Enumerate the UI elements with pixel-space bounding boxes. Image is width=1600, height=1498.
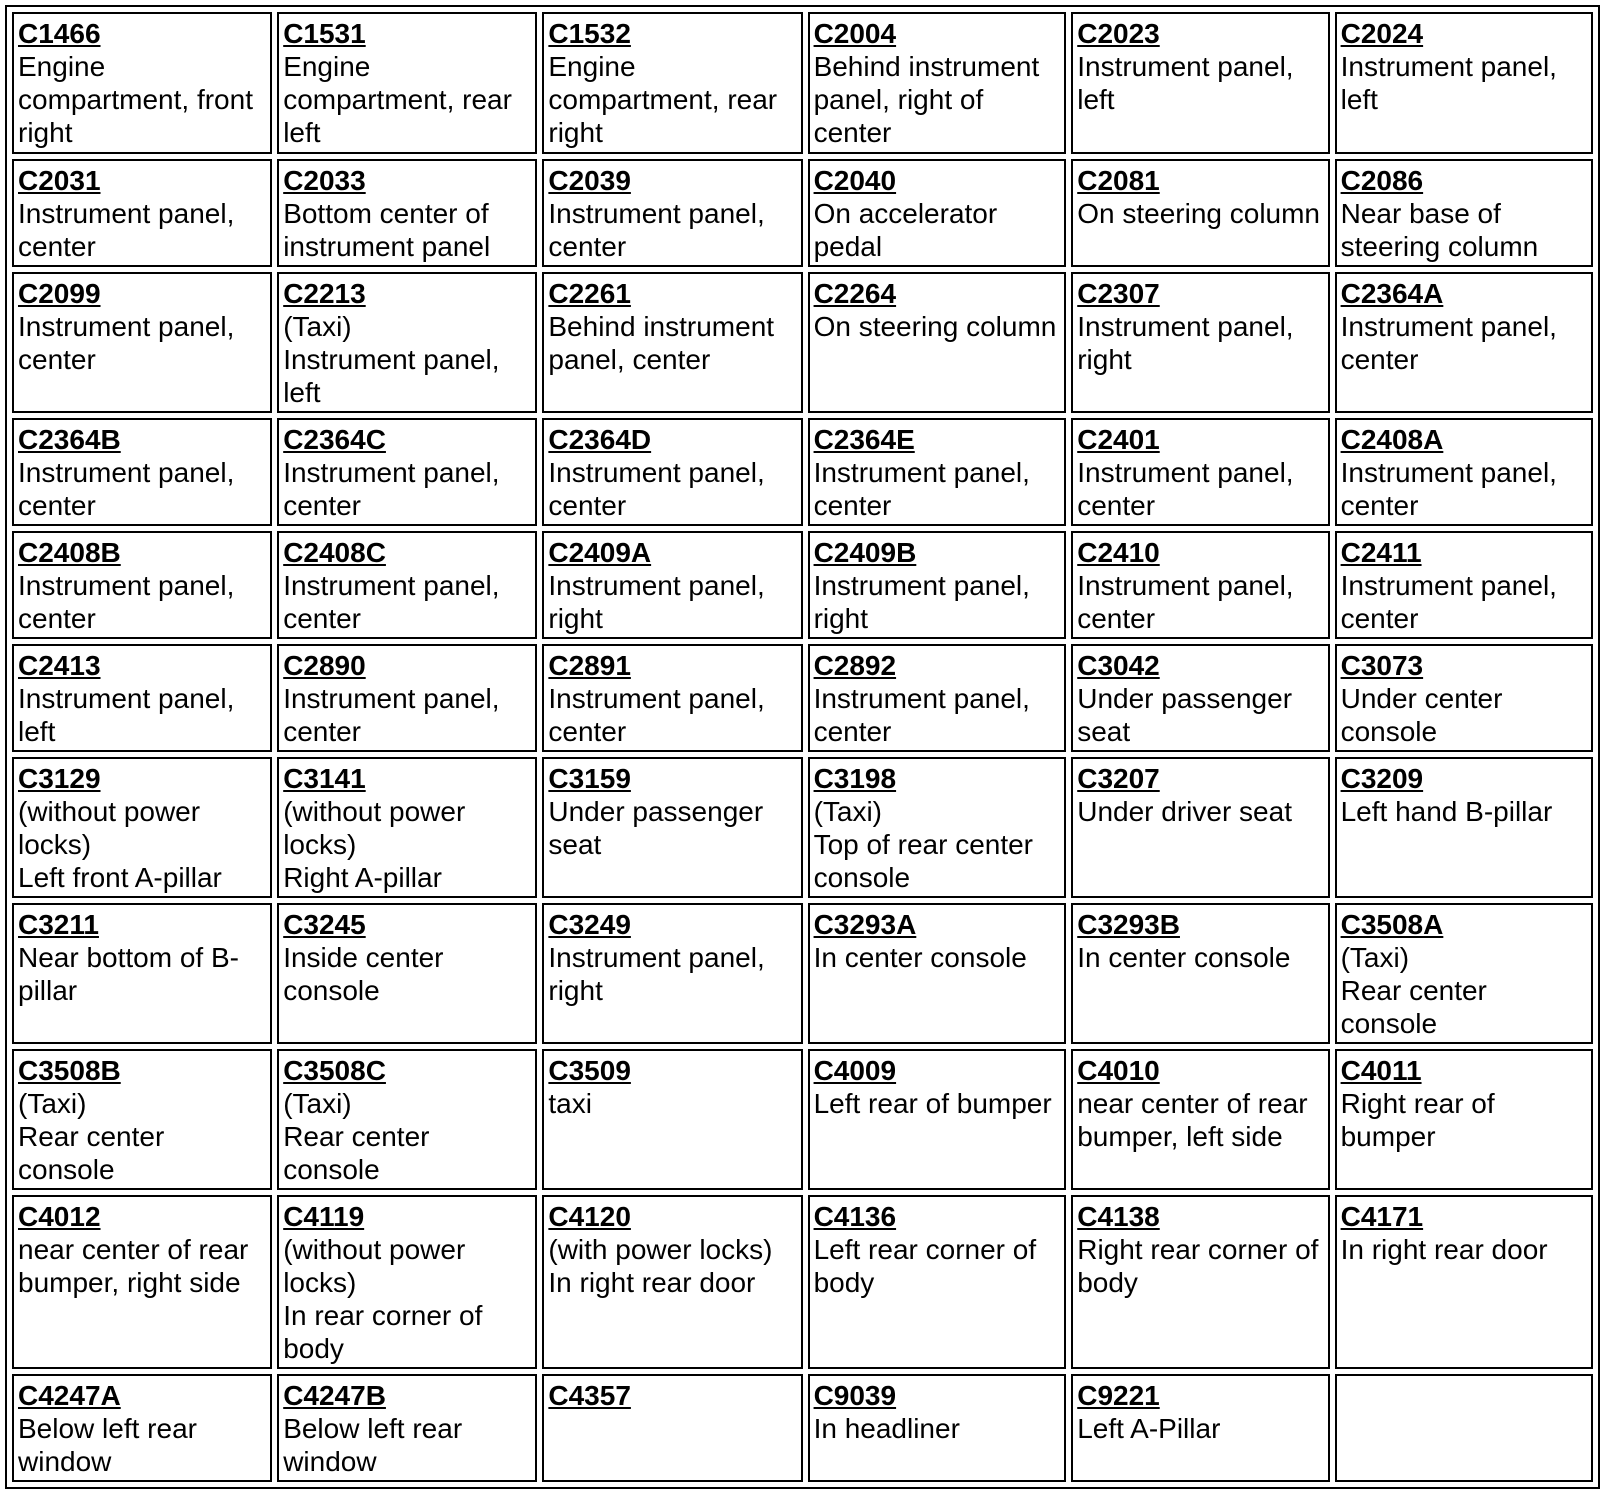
connector-code-link[interactable]: C2892 [813,650,897,681]
connector-code-link[interactable]: C1466 [18,18,101,49]
connector-cell [808,1195,1067,1369]
connector-cell [1071,1195,1329,1369]
connector-location-text: Instrument panel, right [548,942,765,1006]
connector-cell [1335,1049,1593,1190]
connector-location-text: (Taxi) Rear center console [1340,942,1487,1039]
connector-cell [1335,159,1593,267]
connector-cell [1071,757,1329,898]
table-row [12,418,1593,526]
connector-location-text: Under passenger seat [1077,683,1293,747]
connector-location-text: Below left rear window [283,1413,463,1477]
connector-code-link[interactable]: C3141 [283,763,366,794]
connector-code-link[interactable]: C2410 [1077,537,1160,568]
connector-code-link[interactable]: C3209 [1340,763,1424,794]
connector-code-link[interactable]: C2039 [548,165,631,196]
connector-location-text: Left rear of bumper [813,1088,1052,1119]
connector-location-text: Left A-Pillar [1077,1413,1221,1444]
connector-code-link[interactable]: C2408A [1340,424,1444,455]
table-row [12,903,1593,1044]
connector-cell [542,531,802,639]
connector-code-link[interactable]: C2099 [18,278,101,309]
connector-code-link[interactable]: C4012 [18,1201,101,1232]
connector-location-text: Engine compartment, rear right [548,51,778,148]
connector-code-link[interactable]: C3293A [813,909,917,940]
connector-cell [808,644,1067,752]
connector-location-text: Instrument panel, center [548,198,765,262]
table-row [12,1374,1593,1482]
connector-location-text: Instrument panel, center [18,198,235,262]
connector-code-link[interactable]: C2264 [813,278,897,309]
connector-code-link[interactable]: C3198 [813,763,897,794]
connector-location-text: Instrument panel, right [813,570,1030,634]
connector-cell [1071,1049,1329,1190]
connector-code-link[interactable]: C4171 [1340,1201,1424,1232]
connector-cell [12,12,272,154]
connector-code-link[interactable]: C3159 [548,763,631,794]
connector-cell [542,1049,802,1190]
connector-code-link[interactable]: C4138 [1077,1201,1160,1232]
connector-code-link[interactable]: C2024 [1340,18,1424,49]
connector-location-text: (Taxi) Instrument panel, left [283,311,500,408]
connector-location-text: Instrument panel, center [283,570,500,634]
connector-code-link[interactable]: C4247B [283,1380,386,1411]
connector-cell [808,757,1067,898]
connector-cell [542,418,802,526]
connector-code-link[interactable]: C2081 [1077,165,1160,196]
table-row [12,531,1593,639]
connector-cell [542,644,802,752]
connector-location-text: Instrument panel, center [813,457,1030,521]
connector-location-text: Instrument panel, center [283,683,500,747]
connector-cell [12,159,272,267]
connector-location-text: On steering column [1077,198,1321,229]
connector-cell [808,1374,1067,1482]
table-row [12,1049,1593,1190]
connector-location-text: Instrument panel, right [548,570,765,634]
connector-cell [1335,272,1593,413]
connector-code-link[interactable]: C4247A [18,1380,121,1411]
connector-code-link[interactable]: C2033 [283,165,366,196]
connector-code-link[interactable]: C4357 [548,1380,631,1411]
connector-code-link[interactable]: C2891 [548,650,631,681]
connector-cell [542,12,802,154]
connector-cell [277,159,537,267]
connector-location-text: Instrument panel, center [548,683,765,747]
connector-location-text: Below left rear window [18,1413,197,1477]
connector-cell [808,903,1067,1044]
connector-location-text: Bottom center of instrument panel [283,198,491,262]
connector-code-link[interactable]: C3249 [548,909,631,940]
connector-cell [12,418,272,526]
connector-location-text: On accelerator pedal [813,198,998,262]
connector-cell [277,272,537,413]
table-row [12,1195,1593,1369]
connector-code-link[interactable]: C3042 [1077,650,1160,681]
connector-location-text: Near base of steering column [1340,198,1539,262]
connector-table-body [12,12,1593,1482]
connector-cell [542,1195,802,1369]
connector-location-text: (without power locks) Left front A-pillar [18,796,222,893]
connector-code-link[interactable]: C3508C [283,1055,386,1086]
connector-location-text: (Taxi) Rear center console [18,1088,165,1185]
connector-code-link[interactable]: C2364C [283,424,386,455]
connector-code-link[interactable]: C4010 [1077,1055,1160,1086]
connector-location-text: near center of rear bumper, left side [1077,1088,1308,1152]
connector-cell [542,1374,802,1482]
connector-cell [808,1049,1067,1190]
connector-cell [1335,1195,1593,1369]
connector-location-text: Left rear corner of body [813,1234,1037,1298]
connector-location-text: Instrument panel, left [1077,51,1294,115]
connector-location-text: Instrument panel, center [1077,570,1294,634]
connector-location-text: Behind instrument panel, right of center [813,51,1040,148]
connector-code-link[interactable]: C2890 [283,650,366,681]
connector-location-text: On steering column [813,311,1057,342]
connector-cell [277,644,537,752]
connector-cell [277,757,537,898]
connector-code-link[interactable]: C3508B [18,1055,121,1086]
connector-cell [542,159,802,267]
connector-location-text: Behind instrument panel, center [548,311,775,375]
connector-location-text: In center console [813,942,1027,973]
connector-location-text: Instrument panel, center [283,457,500,521]
connector-cell [12,644,272,752]
connector-location-text: Instrument panel, left [1340,51,1557,115]
connector-code-link[interactable]: C3509 [548,1055,631,1086]
connector-location-text: Under center console [1340,683,1503,747]
connector-location-text: Instrument panel, left [18,683,235,747]
connector-code-link[interactable]: C2409B [813,537,917,568]
connector-cell [808,12,1067,154]
connector-cell [12,272,272,413]
connector-location-text: taxi [548,1088,592,1119]
connector-location-text: In right rear door [1340,1234,1548,1265]
connector-cell [277,12,537,154]
connector-code-link[interactable]: C2409A [548,537,652,568]
connector-code-link[interactable]: C9221 [1077,1380,1160,1411]
connector-cell [12,1195,272,1369]
connector-code-link[interactable]: C4119 [283,1201,365,1232]
connector-location-text: Under passenger seat [548,796,764,860]
connector-code-link[interactable]: C2031 [18,165,101,196]
connector-cell [542,903,802,1044]
connector-code-link[interactable]: C2364D [548,424,652,455]
connector-location-text: (without power locks) Right A-pillar [283,796,466,893]
connector-code-link[interactable]: C2413 [18,650,101,681]
connector-code-link[interactable]: C4011 [1340,1055,1422,1086]
connector-cell [808,418,1067,526]
table-row [12,272,1593,413]
connector-code-link[interactable]: C1532 [548,18,631,49]
connector-cell [1335,757,1593,898]
connector-location-text: near center of rear bumper, right side [18,1234,249,1298]
connector-cell [1335,644,1593,752]
connector-location-text: In center console [1077,942,1291,973]
connector-location-text: (Taxi) Top of rear center console [813,796,1034,893]
connector-location-text: (Taxi) Rear center console [283,1088,430,1185]
connector-cell [1071,903,1329,1044]
connector-cell [277,531,537,639]
connector-location-text: Instrument panel, center [548,457,765,521]
connector-code-link[interactable]: C3207 [1077,763,1160,794]
connector-code-link[interactable]: C2023 [1077,18,1160,49]
connector-code-link[interactable]: C2004 [813,18,897,49]
connector-code-link[interactable]: C3073 [1340,650,1424,681]
connector-cell [1071,531,1329,639]
connector-code-link[interactable]: C2408B [18,537,121,568]
connector-location-text: Under driver seat [1077,796,1292,827]
connector-location-text: Instrument panel, center [1077,457,1294,521]
connector-cell [277,1374,537,1482]
connector-cell [1071,159,1329,267]
connector-location-table [5,5,1600,1489]
connector-location-text: Engine compartment, front right [18,51,253,148]
connector-cell [542,757,802,898]
connector-code-link[interactable]: C4136 [813,1201,897,1232]
connector-cell [1335,418,1593,526]
connector-location-text: Left hand B-pillar [1340,796,1553,827]
connector-location-text: Engine compartment, rear left [283,51,512,148]
connector-cell [12,531,272,639]
connector-code-link[interactable]: C2408C [283,537,386,568]
connector-code-link[interactable]: C2040 [813,165,897,196]
connector-location-text: Instrument panel, right [1077,311,1294,375]
connector-cell [808,531,1067,639]
connector-code-link[interactable]: C2261 [548,278,631,309]
connector-cell [542,272,802,413]
connector-cell [12,757,272,898]
connector-code-link[interactable]: C4120 [548,1201,631,1232]
connector-code-link[interactable]: C3211 [18,909,99,940]
table-row [12,159,1593,267]
connector-code-link[interactable]: C3129 [18,763,101,794]
connector-code-link[interactable]: C2213 [283,278,366,309]
connector-code-link[interactable]: C3245 [283,909,366,940]
connector-location-text: Inside center console [283,942,444,1006]
connector-cell [1335,903,1593,1044]
connector-code-link[interactable]: C4009 [813,1055,897,1086]
connector-location-text: Instrument panel, center [1340,311,1557,375]
connector-code-link[interactable]: C3293B [1077,909,1180,940]
connector-cell [808,272,1067,413]
connector-location-text: Instrument panel, center [18,570,235,634]
table-row [12,12,1593,154]
connector-cell [808,159,1067,267]
connector-code-link[interactable]: C2307 [1077,278,1160,309]
connector-location-text: Instrument panel, center [1340,570,1557,634]
table-row [12,757,1593,898]
connector-code-link[interactable]: C2401 [1077,424,1160,455]
connector-location-text: Right rear corner of body [1077,1234,1319,1298]
connector-cell [12,903,272,1044]
connector-location-text: (with power locks) In right rear door [548,1234,773,1298]
connector-code-link[interactable]: C2364B [18,424,121,455]
connector-cell [12,1374,272,1482]
connector-cell [277,1195,537,1369]
connector-cell [277,418,537,526]
connector-cell [1071,272,1329,413]
connector-cell [1071,12,1329,154]
connector-cell [1335,531,1593,639]
connector-cell [1071,644,1329,752]
connector-code-link[interactable]: C2411 [1340,537,1422,568]
connector-code-link[interactable]: C3508A [1340,909,1444,940]
connector-cell [12,1049,272,1190]
connector-code-link[interactable]: C9039 [813,1380,897,1411]
connector-location-text: In headliner [813,1413,960,1444]
connector-cell [277,1049,537,1190]
connector-location-text: Right rear of bumper [1340,1088,1495,1152]
connector-cell [1335,12,1593,154]
connector-location-text: Instrument panel, center [1340,457,1557,521]
connector-cell [1335,1374,1593,1482]
connector-cell [1071,418,1329,526]
connector-location-text: Instrument panel, center [813,683,1030,747]
connector-code-link[interactable]: C2364A [1340,278,1444,309]
connector-cell [1071,1374,1329,1482]
connector-location-text: Near bottom of B- pillar [18,942,239,1006]
connector-location-text: Instrument panel, center [18,311,235,375]
connector-code-link[interactable]: C1531 [283,18,366,49]
connector-cell [277,903,537,1044]
connector-code-link[interactable]: C2086 [1340,165,1424,196]
connector-location-text: (without power locks) In rear corner of body [283,1234,483,1364]
table-row [12,644,1593,752]
connector-location-text: Instrument panel, center [18,457,235,521]
connector-code-link[interactable]: C2364E [813,424,915,455]
